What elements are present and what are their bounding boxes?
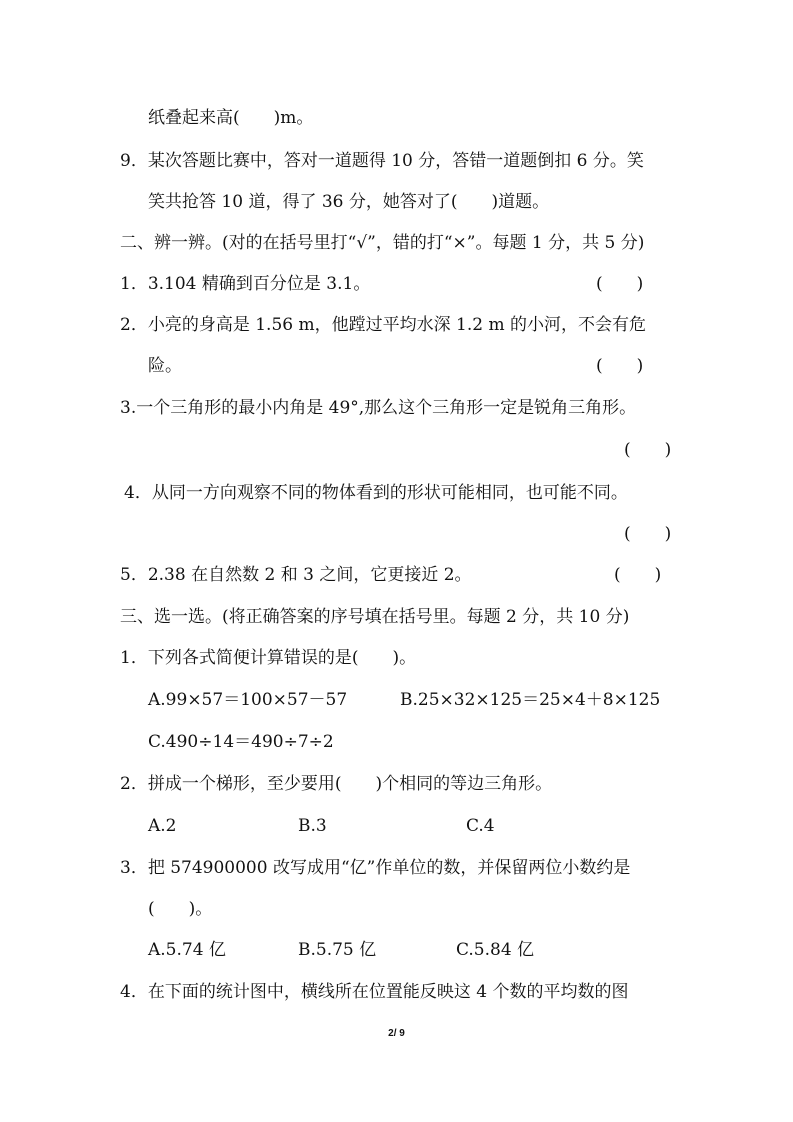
s3-q2-stem: 2．拼成一个梯形，至少要用( )个相同的等边三角形。 [120, 774, 553, 794]
q8-continuation: 纸叠起来高( )m。 [148, 108, 314, 128]
s2-item-5-blank: ( ) [614, 565, 662, 585]
s2-item-3: 3.一个三角形的最小内角是 49°,那么这个三角形一定是锐角三角形。 [120, 398, 637, 418]
s3-q1-option-c: C.490÷14＝490÷7÷2 [148, 732, 334, 752]
s2-item-1: 1．3.104 精确到百分位是 3.1。 [120, 274, 371, 294]
s3-q4-stem-line-1: 4．在下面的统计图中，横线所在位置能反映这 4 个数的平均数的图 [120, 982, 629, 1002]
s2-item-2-line-2: 险。 [148, 356, 182, 376]
q9-line-1: 9．某次答题比赛中，答对一道题得 10 分，答错一道题倒扣 6 分。笑 [120, 151, 644, 171]
s3-q2-option-b: B.3 [298, 816, 327, 836]
s3-q2-option-a: A.2 [148, 816, 177, 836]
s3-q3-stem-line-1: 3．把 574900000 改写成用“亿”作单位的数，并保留两位小数约是 [120, 858, 631, 878]
s2-item-3-blank: ( ) [624, 440, 672, 460]
section-3-heading: 三、选一选。(将正确答案的序号填在括号里。每题 2 分，共 10 分) [120, 607, 630, 627]
s3-q3-stem-line-2: ( )。 [148, 899, 213, 919]
s3-q1-option-a: A.99×57＝100×57－57 [148, 690, 348, 710]
s2-item-2-line-1: 2．小亮的身高是 1.56 m，他蹚过平均水深 1.2 m 的小河，不会有危 [120, 315, 646, 335]
s2-item-5: 5．2.38 在自然数 2 和 3 之间，它更接近 2。 [120, 565, 472, 585]
s3-q3-option-a: A.5.74 亿 [148, 940, 226, 960]
s3-q1-stem: 1．下列各式简便计算错误的是( )。 [120, 648, 417, 668]
s2-item-1-blank: ( ) [596, 274, 644, 294]
s2-item-4-blank: ( ) [624, 524, 672, 544]
s3-q2-option-c: C.4 [466, 816, 495, 836]
s3-q1-option-b: B.25×32×125＝25×4＋8×125 [400, 690, 661, 710]
s2-item-2-blank: ( ) [596, 356, 644, 376]
section-2-heading: 二、辨一辨。(对的在括号里打“√”，错的打“×”。每题 1 分，共 5 分) [120, 233, 645, 253]
s3-q3-option-c: C.5.84 亿 [456, 940, 535, 960]
page-number: 2/ 9 [388, 1028, 405, 1039]
q9-line-2: 笑共抢答 10 道，得了 36 分，她答对了( )道题。 [148, 192, 550, 212]
s3-q3-option-b: B.5.75 亿 [298, 940, 377, 960]
s2-item-4: 4．从同一方向观察不同的物体看到的形状可能相同，也可能不同。 [124, 483, 628, 503]
